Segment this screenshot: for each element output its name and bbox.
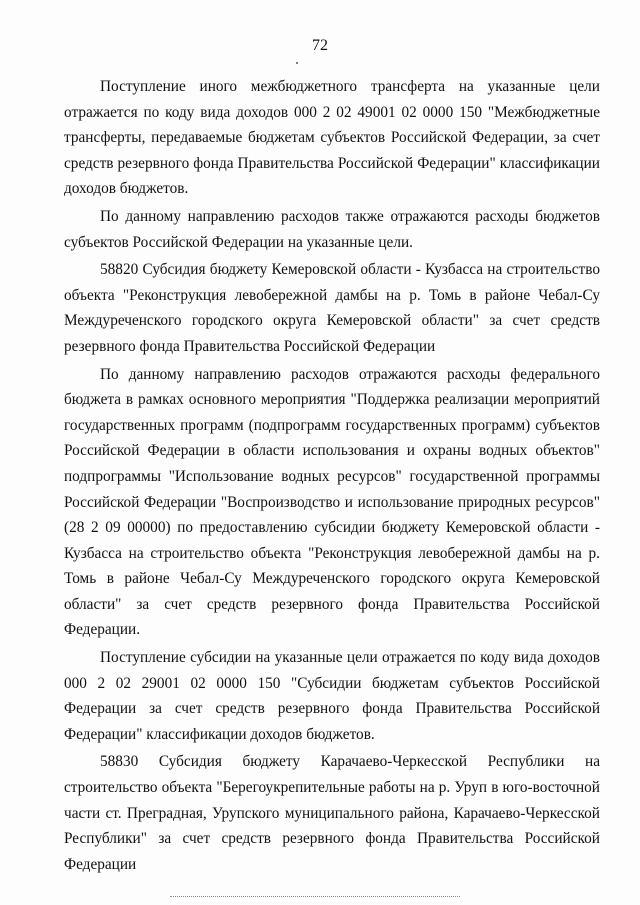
scan-speck (296, 62, 298, 64)
page-number: 72 (312, 37, 328, 54)
paragraph-58820-heading: 58820 Субсидия бюджету Кемеровской области - Кузбасса на строительство объекта "Реконструкция левобережной дамбы на р. Томь в районе Чебал-Су Междуреченского городского округа Кемеровской области" за счет средств резервного фонда Правительства Российской Федерации (64, 261, 600, 355)
paragraph-transfer-income-code: Поступление иного межбюджетного трансферта на указанные цели отражается по коду вида доходов 000 2 02 49001 02 0000 150 "Межбюджетные трансферты, передаваемые бюджетам субъектов Российской Федерации, за счет средств резервного фонда Правительства Российской Федерации" классификации доходов бюджетов. (64, 78, 600, 198)
paragraph-subject-expenses: По данному направлению расходов также отражаются расходы бюджетов субъектов Российской Федерации на указанные цели. (64, 207, 600, 251)
paragraph-subsidy-income-code: Поступление субсидии на указанные цели отражается по коду вида доходов 000 2 02 29001 02 0000 150 "Субсидии бюджетам субъектов Российской Федерации за счет средств резервного фонда Правительства Российской Федерации" классификации доходов бюджетов. (64, 649, 600, 743)
paragraph-58820-description: По данному направлению расходов отражаются расходы федерального бюджета в рамках основного мероприятия "Поддержка реализации мероприятий государственных программ (подпрограмм государственных программ) субъектов Российской Федерации в области использования и охраны водных объектов" подпрограммы "Использование водных ресурсов" государственной программы Российской Федерации "Воспроизводство и использование природных ресурсов" (28 2 09 00000) по предоставлению субсидии бюджету Кемеровской области - Кузбасса на строительство объекта "Реконструкция левобережной дамбы на р. Томь в районе Чебал-Су Междуреченского городского округа Кемеровской области" за счет средств резервного фонда Правительства Российской Федерации. (64, 365, 600, 639)
document-body (64, 74, 600, 877)
paragraph-58830-heading: 58830 Субсидия бюджету Карачаево-Черкесской Республики на строительство объекта "Берегоукрепительные работы на р. Уруп в юго-восточной части ст. Преградная, Урупского муниципального района, Карачаево-Черкесской Республики" за счет средств резервного фонда Правительства Российской Федерации (64, 753, 600, 873)
scan-bottom-edge (170, 896, 460, 898)
